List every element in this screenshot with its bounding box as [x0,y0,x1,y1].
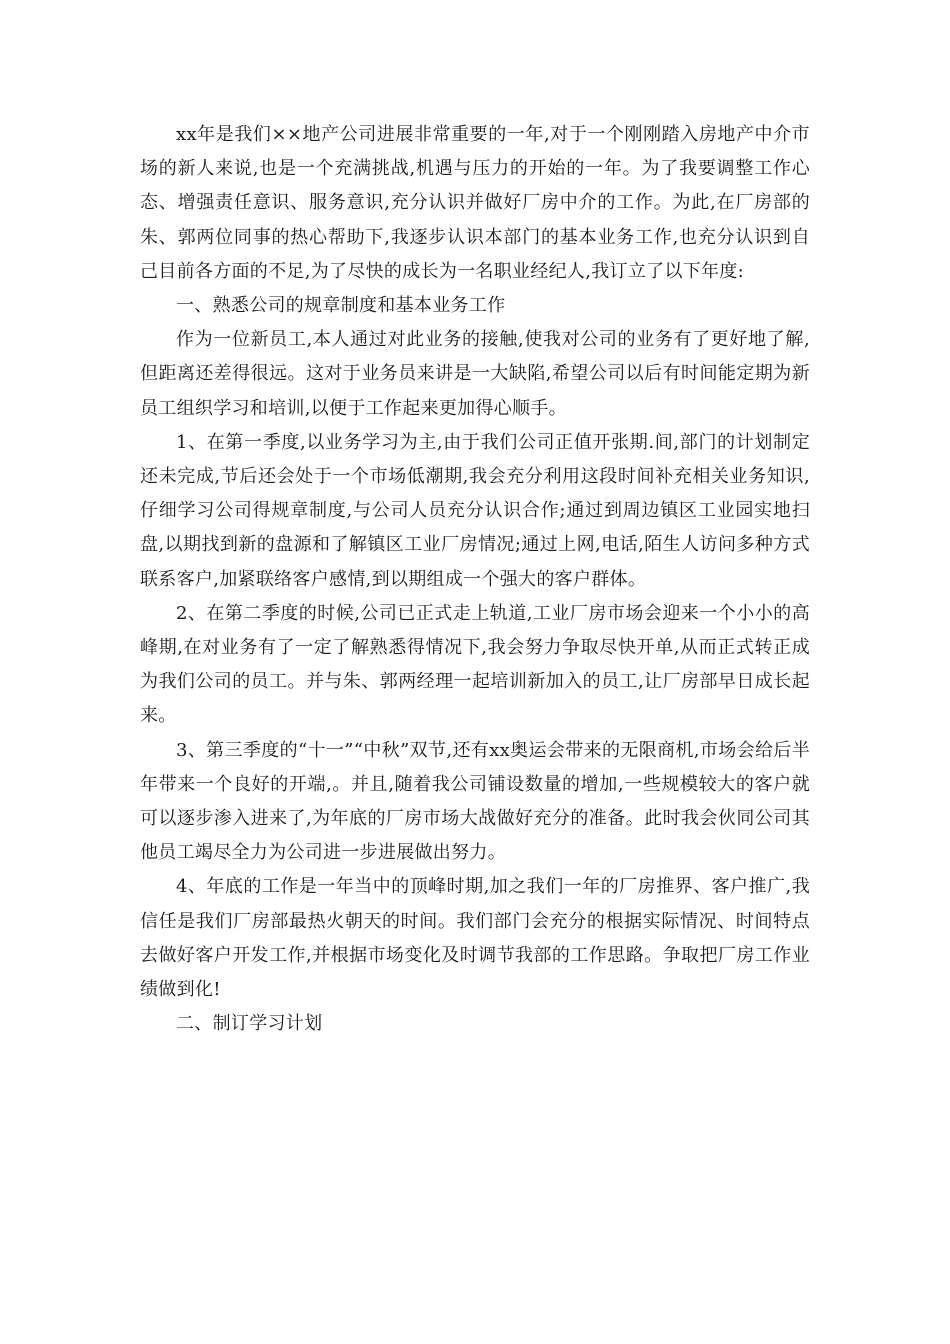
intro-paragraph: xx年是我们××地产公司进展非常重要的一年,对于一个刚刚踏入房地产中介市场的新人来说,也是一个充满挑战,机遇与压力的开始的一年。为了我要调整工作心态、增强责任意识、服务意识,充分认识并做好厂房中介的工作。为此,在厂房部的朱、郭两位同事的热心帮助下,我逐步认识本部门的基本业务工作,也充分认识到自己目前各方面的不足,为了尽快的成长为一名职业经纪人,我订立了以下年度: [140,124,810,282]
q4-paragraph: 4、年底的工作是一年当中的顶峰时期,加之我们一年的厂房推界、客户推广,我信任是我们厂房部最热火朝天的时间。我们部门会充分的根据实际情况、时间特点去做好客户开发工作,并根据市场变化及时调节我部的工作思路。争取把厂房工作业绩做到化! [140,876,810,1001]
document-page [140,118,810,1041]
q1-paragraph: 1、在第一季度,以业务学习为主,由于我们公司正值开张期.间,部门的计划制定还未完成,节后还会处于一个市场低潮期,我会充分利用这段时间补充相关业务知识,仔细学习公司得规章制度,与公司人员充分认识合作;通过到周边镇区工业园实地扫盘,以期找到新的盘源和了解镇区工业厂房情况;通过上网,电话,陌生人访问多种方式联系客户,加紧联络客户感情,到以期组成一个强大的客户群体。 [140,431,810,590]
section-heading-1: 一、熟悉公司的规章制度和基本业务工作 [176,295,506,317]
section-heading-2: 二、制订学习计划 [176,1013,323,1035]
section-1-paragraph: 作为一位新员工,本人通过对此业务的接触,使我对公司的业务有了更好地了解,但距离还差得很远。这对于业务员来讲是一大缺陷,希望公司以后有时间能定期为新员工组织学习和培训,以便于工作起来更加得心顺手。 [140,329,810,419]
q3-paragraph: 3、第三季度的“十一”“中秋”双节,还有xx奥运会带来的无限商机,市场会给后半年带来一个良好的开端,。并且,随着我公司铺设数量的增加,一些规模较大的客户就可以逐步渗入进来了,为年底的厂房市场大战做好充分的准备。此时我会伙同公司其他员工竭尽全力为公司进一步进展做出努力。 [140,739,810,864]
q2-paragraph: 2、在第二季度的时候,公司已正式走上轨道,工业厂房市场会迎来一个小小的高峰期,在对业务有了一定了解熟悉得情况下,我会努力争取尽快开单,从而正式转正成为我们公司的员工。并与朱、郭两经理一起培训新加入的员工,让厂房部早日成长起来。 [140,602,810,727]
